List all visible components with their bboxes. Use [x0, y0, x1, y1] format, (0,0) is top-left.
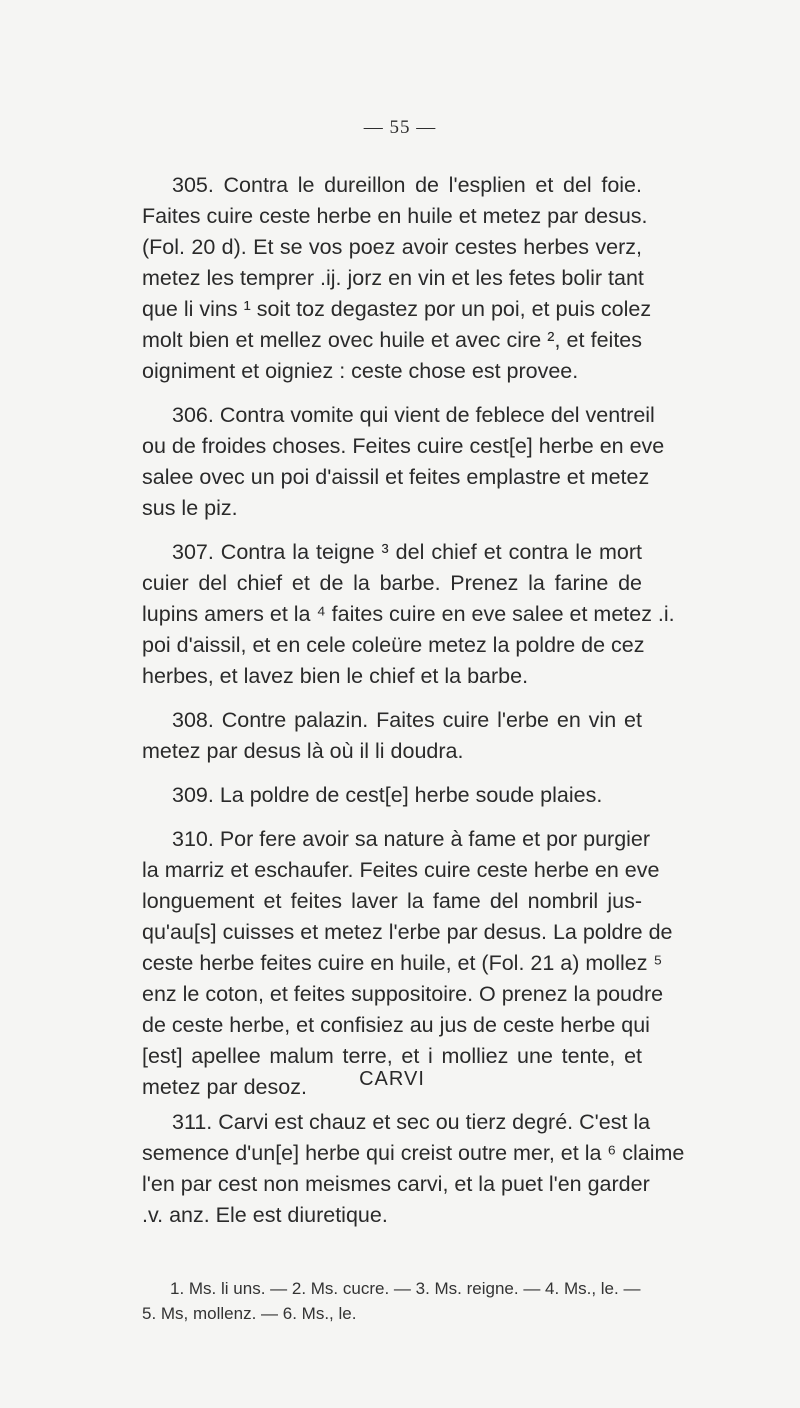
paragraph-311 — [142, 1107, 685, 1231]
paragraph — [142, 780, 642, 811]
paragraph — [142, 1107, 685, 1231]
text-line: longuement et feites laver la fame del nombril jus- — [142, 889, 642, 913]
text-line: herbes, et lavez bien le chief et la barbe. — [142, 664, 529, 688]
section-heading: CARVI — [359, 1068, 425, 1090]
text-line: 308. Contre palazin. Faites cuire l'erbe en vin et — [172, 708, 642, 732]
text-line: salee ovec un poi d'aissil et feites emplastre et metez — [142, 465, 650, 489]
text-line: ceste herbe feites cuire en huile, et (Fol. 21 a) mollez ⁵ — [142, 951, 663, 975]
page-number: — 55 — — [363, 117, 437, 138]
text-line: metez par desus là où il li doudra. — [142, 739, 464, 763]
text-line: poi d'aissil, et en cele coleüre metez la poldre de cez — [142, 633, 645, 657]
paragraph — [142, 170, 652, 387]
text-line: (Fol. 20 d). Et se vos poez avoir cestes herbes verz, — [142, 235, 642, 259]
text-line: enz le coton, et feites suppositoire. O prenez la poudre — [142, 982, 664, 1006]
footnote-line: 5. Ms, mollenz. — 6. Ms., le. — [142, 1304, 357, 1323]
text-line: 307. Contra la teigne ³ del chief et contra le mort — [172, 540, 642, 564]
footnotes — [142, 1276, 642, 1326]
text-line: la marriz et eschaufer. Feites cuire ceste herbe en eve — [142, 858, 660, 882]
text-line: 310. Por fere avoir sa nature à fame et por purgier — [172, 827, 651, 851]
paragraph — [142, 824, 673, 1103]
text-line: .v. anz. Ele est diuretique. — [142, 1203, 388, 1227]
text-line: [est] apellee malum terre, et i molliez une tente, et — [142, 1044, 642, 1068]
text-line: 305. Contra le dureillon de l'esplien et del foie. — [172, 173, 642, 197]
text-line: 306. Contra vomite qui vient de feblece del ventreil — [172, 403, 655, 427]
text-line: ou de froides choses. Feites cuire cest[e] herbe en eve — [142, 434, 665, 458]
text-line: cuier del chief et de la barbe. Prenez la farine de — [142, 571, 642, 595]
text-line: oigniment et oigniez : ceste chose est provee. — [142, 359, 579, 383]
main-text — [142, 170, 675, 1103]
text-line: semence d'un[e] herbe qui creist outre mer, et la ⁶ claime — [142, 1141, 685, 1165]
text-line: sus le piz. — [142, 496, 238, 520]
paragraph — [142, 400, 665, 524]
paragraph — [142, 537, 675, 692]
text-line: que li vins ¹ soit toz degastez por un poi, et puis colez — [142, 297, 652, 321]
text-line: Faites cuire ceste herbe en huile et metez par desus. — [142, 204, 648, 228]
text-line: 311. Carvi est chauz et sec ou tierz degré. C'est la — [172, 1110, 651, 1134]
text-line: 309. La poldre de cest[e] herbe soude plaies. — [172, 783, 603, 807]
text-line: de ceste herbe, et confisiez au jus de ceste herbe qui — [142, 1013, 650, 1037]
text-line: molt bien et mellez ovec huile et avec cire ², et feites — [142, 328, 642, 352]
text-line: l'en par cest non meismes carvi, et la puet l'en garder — [142, 1172, 650, 1196]
text-line: metez les temprer .ij. jorz en vin et les fetes bolir tant — [142, 266, 644, 290]
text-line: qu'au[s] cuisses et metez l'erbe par desus. La poldre de — [142, 920, 673, 944]
text-line: metez par desoz. — [142, 1075, 307, 1099]
paragraph — [142, 705, 642, 767]
text-line: lupins amers et la ⁴ faites cuire en eve salee et metez .i. — [142, 602, 675, 626]
footnote-line: 1. Ms. li uns. — 2. Ms. cucre. — 3. Ms. reigne. — 4. Ms., le. — — [170, 1279, 641, 1298]
